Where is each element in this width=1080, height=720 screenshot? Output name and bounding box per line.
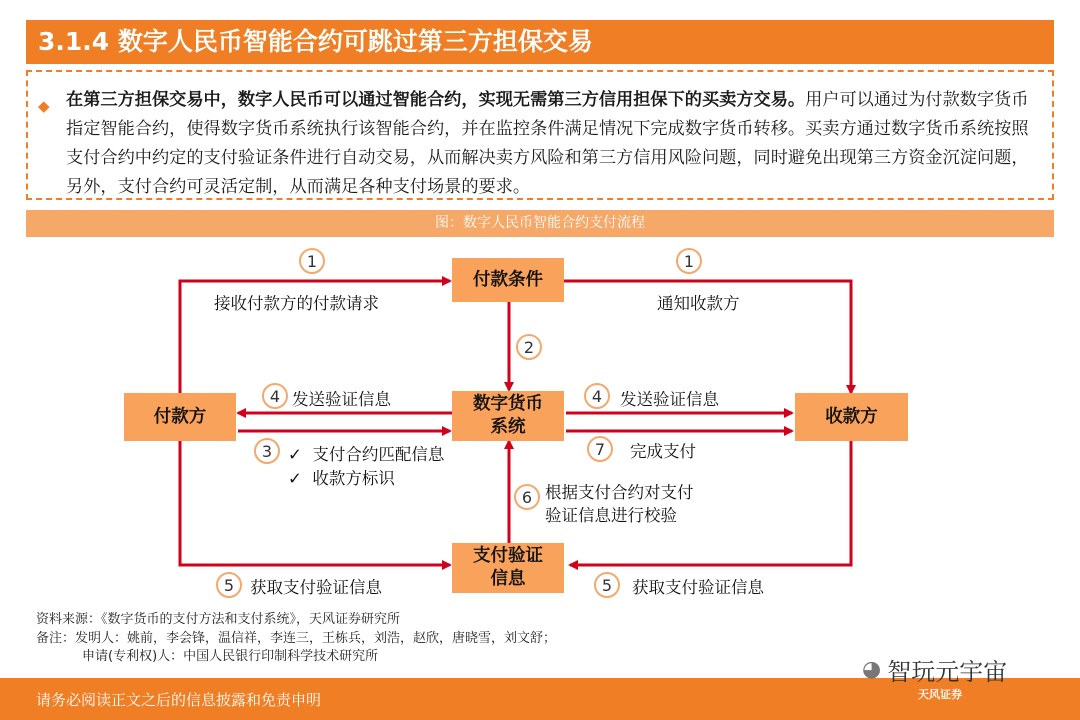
step3-item1 — [288, 441, 444, 465]
brand-name: 智玩元宇宙 — [887, 658, 1008, 686]
node-payment-condition: 付款条件 — [452, 258, 564, 302]
step-number: 2 — [516, 334, 542, 360]
source-notes — [36, 611, 556, 667]
node-verification-info-label: 支付验证信息 — [473, 546, 543, 589]
node-payee: 收款方 — [795, 393, 908, 441]
step6-label-line2: 验证信息进行校验 — [545, 506, 677, 525]
summary-text: 用户可以通过为付款数字货币指定智能合约，使得数字货币系统执行该智能合约，并在监控条件满足情况下完成数字货币转移。买卖方通过数字货币系统按照支付合约中约定的支付验证条件进行自动交易，从而解决卖方风险和第三方信用风险问题，同时避免出现第三方资金沉淀问题，另外，支付合约可灵活定制，从而满足各种支付场景的要求。 — [66, 90, 1029, 197]
node-currency-system — [452, 391, 564, 441]
step5-left-label: 获取支付验证信息 — [250, 578, 382, 597]
step-number: 1 — [676, 248, 702, 274]
brand-watermark — [862, 652, 1007, 687]
step7-label: 完成支付 — [630, 442, 696, 461]
step3-item2-label: 收款方标识 — [312, 469, 395, 488]
step4-right-label: 发送验证信息 — [620, 390, 719, 409]
step5-right-label: 获取支付验证信息 — [632, 578, 764, 597]
step1-left-label: 接收付款方的付款请求 — [214, 294, 379, 313]
node-verification-info — [452, 543, 564, 593]
step3-item2 — [288, 465, 395, 489]
check-icon: ✓ — [288, 469, 302, 488]
applicant-line: 申请(专利权)人：中国人民银行印制科学技术研究所 — [82, 649, 379, 664]
step6-label — [545, 481, 694, 527]
summary-bold-text: 在第三方担保交易中，数字人民币可以通过智能合约，实现无需第三方信用担保下的买卖方交易。 — [66, 90, 806, 110]
page-title: 3.1.4 数字人民币智能合约可跳过第三方担保交易 — [26, 20, 1054, 64]
step6-label-line1: 根据支付合约对支付 — [545, 483, 694, 502]
step3-item1-label: 支付合约匹配信息 — [312, 445, 445, 464]
figure-caption: 图：数字人民币智能合约支付流程 — [26, 210, 1054, 237]
company-logo: 天风证券 — [918, 688, 962, 701]
footer-disclaimer: 请务必阅读正文之后的信息披露和免责申明 — [36, 691, 322, 709]
step-number: 4 — [584, 383, 610, 409]
diamond-bullet-icon: ◆ — [38, 97, 50, 115]
step-number: 5 — [216, 572, 242, 598]
step-number: 6 — [514, 484, 540, 510]
step-number: 5 — [594, 572, 620, 598]
step1-right-label: 通知收款方 — [657, 294, 740, 313]
node-currency-system-label: 数字货币系统 — [473, 394, 543, 437]
node-payer: 付款方 — [124, 393, 236, 441]
wechat-icon: ◕ — [862, 657, 882, 682]
source-line: 资料来源：《数字货币的支付方法和支付系统》，天风证券研究所 — [36, 612, 401, 627]
step-number: 7 — [587, 436, 613, 462]
step-number: 3 — [254, 438, 280, 464]
step-number: 4 — [262, 383, 288, 409]
inventors-line: 备注：发明人：姚前，李会锋，温信祥，李连三，王栋兵，刘浩，赵欣，唐晓雪，刘文舒； — [36, 630, 557, 646]
check-icon: ✓ — [288, 445, 302, 464]
step-number: 1 — [299, 248, 325, 274]
step4-left-label: 发送验证信息 — [292, 390, 391, 409]
